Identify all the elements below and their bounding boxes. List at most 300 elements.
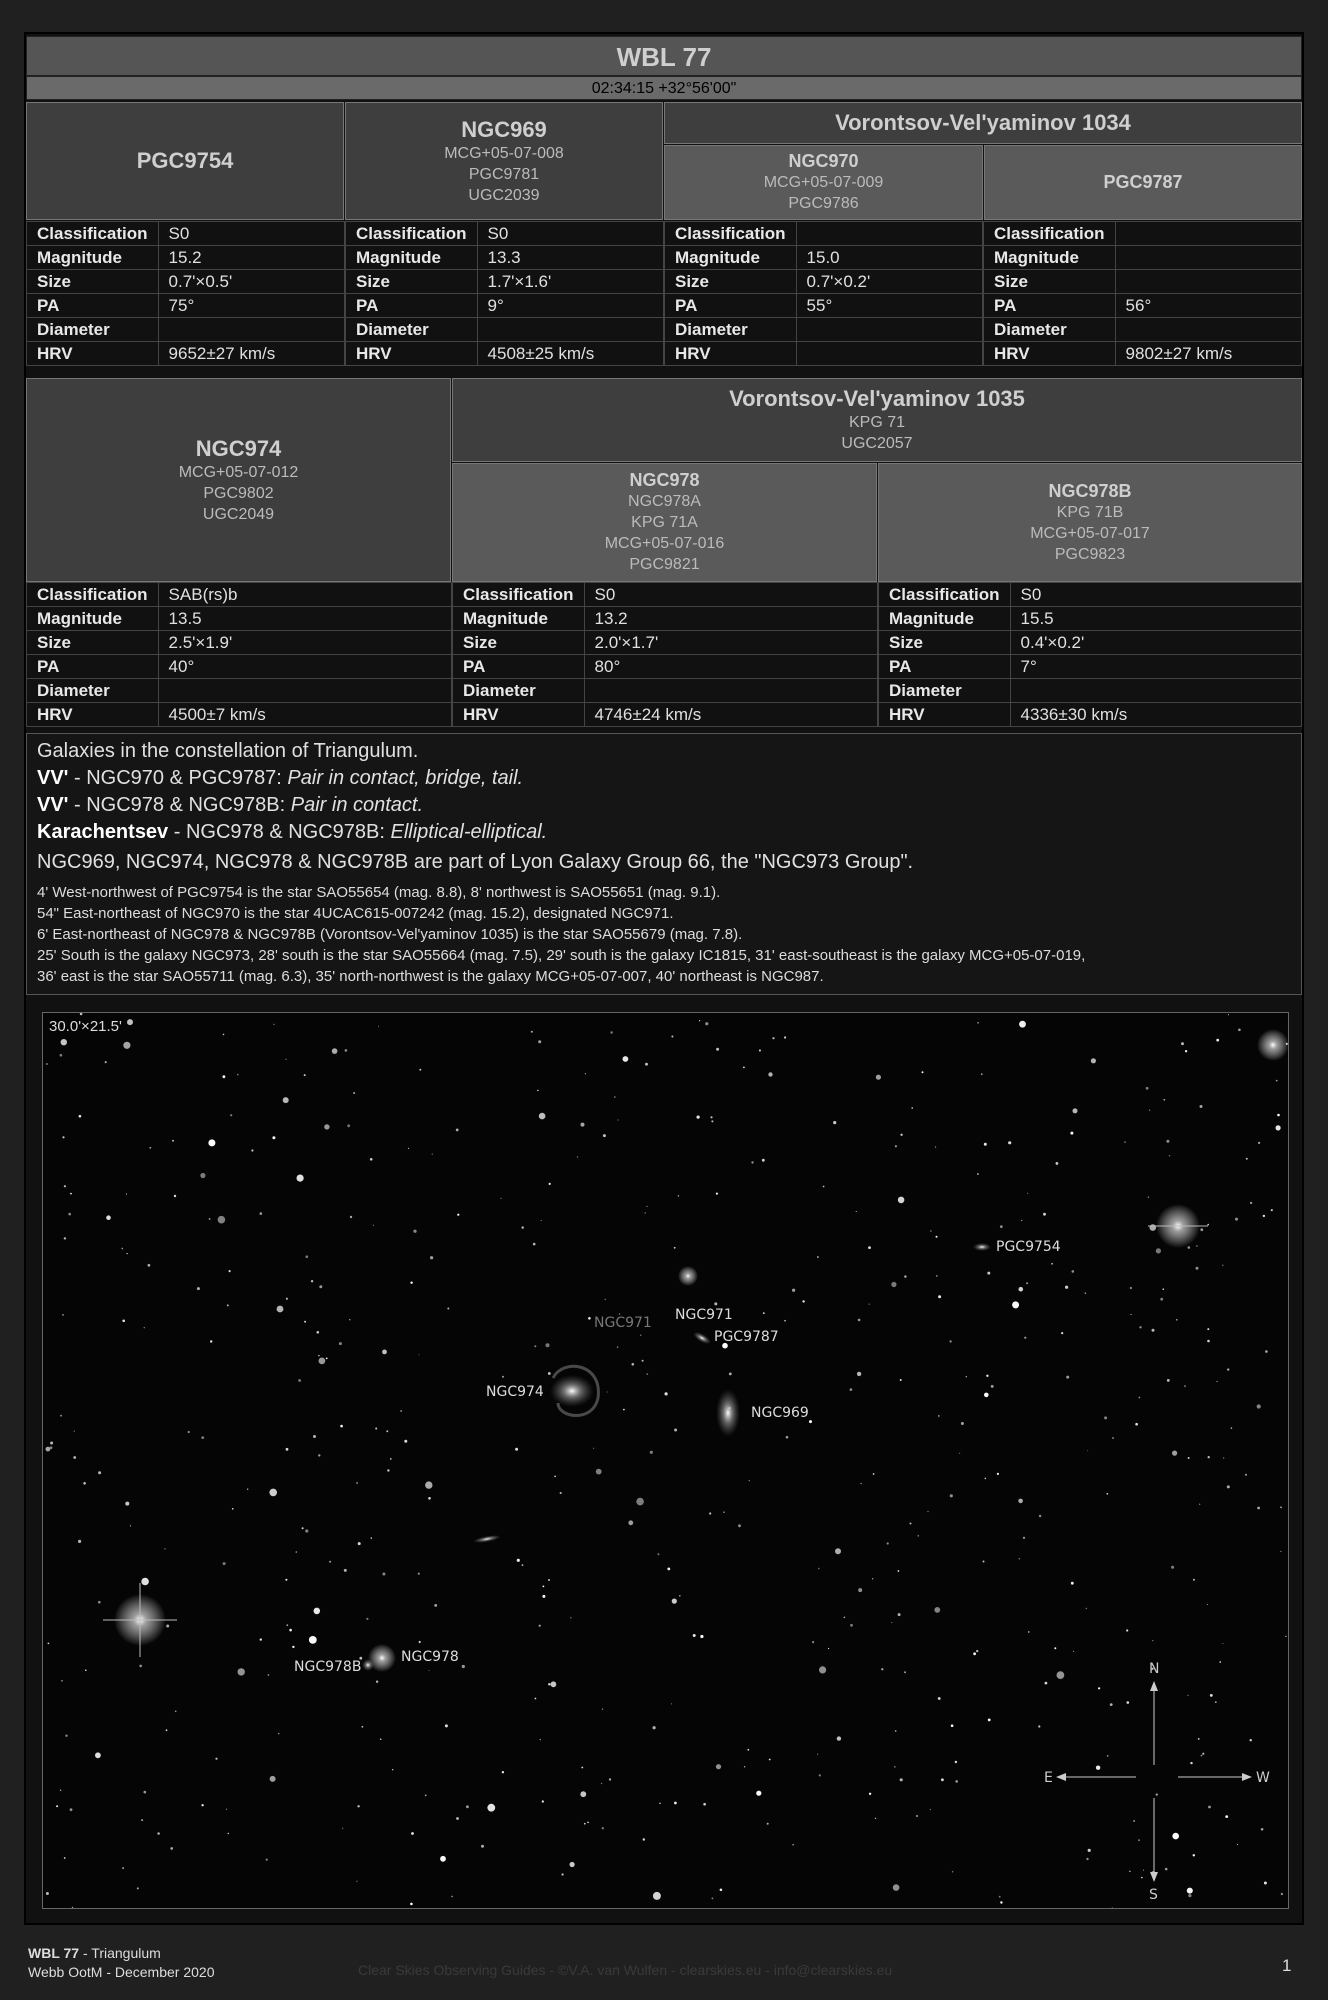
star <box>1091 1058 1096 1063</box>
galaxy-ngc969 <box>716 1389 740 1437</box>
label-ngc978: NGC978 <box>401 1649 459 1665</box>
note-star-2: 54" East-northeast of NGC970 is the star 4UCAC615-007242 (mag. 15.2), designated NGC971. <box>37 905 674 922</box>
prop-label: Magnitude <box>665 246 797 270</box>
prop-label: HRV <box>879 703 1011 727</box>
star <box>1257 1404 1261 1408</box>
star <box>358 1542 361 1545</box>
prop-row <box>453 631 878 655</box>
star <box>305 1529 308 1532</box>
star <box>548 1579 550 1581</box>
galaxy-name: PGC9754 <box>136 148 234 173</box>
prop-label: Classification <box>665 222 797 246</box>
star <box>560 1492 562 1494</box>
prop-value: 13.5 <box>158 607 451 631</box>
prop-row <box>27 342 345 366</box>
star <box>122 1867 124 1869</box>
star <box>430 1256 433 1259</box>
star <box>819 1666 826 1673</box>
star <box>587 1822 589 1824</box>
star <box>410 1903 413 1906</box>
star <box>1167 1379 1170 1382</box>
star <box>1172 1451 1177 1456</box>
star <box>580 1791 586 1797</box>
star <box>1188 1894 1191 1897</box>
star <box>1141 1877 1142 1878</box>
star <box>531 1031 533 1033</box>
star <box>70 1808 73 1811</box>
star <box>671 1703 672 1704</box>
star <box>339 1342 342 1345</box>
star <box>1070 1132 1073 1135</box>
star <box>1056 1162 1059 1165</box>
prop-value: 4508±25 km/s <box>477 342 663 366</box>
star <box>678 1195 679 1196</box>
star <box>900 1134 902 1136</box>
prop-value: 15.5 <box>1010 607 1301 631</box>
prop-label: Diameter <box>665 318 797 342</box>
star <box>127 1019 133 1025</box>
star <box>711 1120 713 1122</box>
star <box>983 1561 985 1563</box>
star <box>1165 1868 1168 1871</box>
star <box>1043 1213 1046 1216</box>
prop-label: Diameter <box>27 318 159 342</box>
star <box>1200 1105 1203 1108</box>
star <box>533 1243 536 1246</box>
prop-row <box>27 294 345 318</box>
prop-row <box>665 270 983 294</box>
prop-row <box>27 246 345 270</box>
star <box>1163 1288 1165 1290</box>
star <box>930 1230 932 1232</box>
star <box>386 1430 388 1432</box>
star <box>366 1618 368 1620</box>
star <box>200 1173 205 1178</box>
prop-value <box>1115 318 1301 342</box>
prop-row <box>27 270 345 294</box>
star <box>759 1049 761 1051</box>
star <box>413 1230 416 1233</box>
star <box>1196 1267 1199 1270</box>
star <box>166 1729 168 1731</box>
star <box>548 1683 550 1685</box>
star <box>144 1791 147 1794</box>
star <box>588 1317 591 1320</box>
prop-label: Size <box>984 270 1116 294</box>
prop-value: 9° <box>477 294 663 318</box>
star <box>1280 1506 1282 1508</box>
star <box>716 1048 719 1051</box>
star <box>419 1069 421 1071</box>
star <box>1169 1155 1170 1156</box>
prop-value <box>158 318 344 342</box>
star <box>703 1803 706 1806</box>
star <box>910 1523 912 1525</box>
galaxy-name: PGC9787 <box>1103 172 1183 192</box>
star <box>927 1511 928 1512</box>
star <box>269 1489 277 1497</box>
star <box>784 1320 786 1322</box>
star <box>1171 1566 1174 1569</box>
prop-label: Classification <box>453 583 585 607</box>
star <box>329 1561 331 1563</box>
star <box>1086 1858 1088 1860</box>
star <box>371 1537 372 1538</box>
star <box>869 1304 870 1305</box>
star <box>223 1075 226 1078</box>
star <box>541 1220 542 1221</box>
prop-label: HRV <box>27 342 159 366</box>
star <box>647 1373 649 1375</box>
prop-value: 2.0'×1.7' <box>584 631 877 655</box>
star <box>272 1136 275 1139</box>
prop-row <box>984 342 1302 366</box>
star <box>1228 1014 1229 1015</box>
prop-row <box>984 294 1302 318</box>
star <box>487 1804 495 1812</box>
star <box>411 1832 414 1835</box>
alias: NGC978A <box>628 493 701 510</box>
star <box>850 1388 853 1391</box>
alias: MCG+05-07-012 <box>178 463 299 481</box>
star <box>1000 1901 1002 1903</box>
prop-value: 1.7'×1.6' <box>477 270 663 294</box>
header-pgc9754 <box>26 102 344 220</box>
star <box>481 1845 484 1848</box>
star <box>344 1569 347 1572</box>
star <box>429 1670 430 1671</box>
star <box>729 1373 732 1376</box>
star <box>961 1422 964 1425</box>
star <box>210 1340 212 1342</box>
star <box>1028 1631 1029 1632</box>
prop-value: S0 <box>1010 583 1301 607</box>
star <box>273 1024 274 1025</box>
star <box>850 1624 853 1627</box>
alias: PGC9786 <box>788 195 859 212</box>
note-star-1: 4' West-northwest of PGC9754 is the star SAO55654 (mag. 8.8), 8' northwest is SAO55651 (mag. 9.1). <box>37 884 721 901</box>
star <box>895 1730 897 1732</box>
alias: UGC2039 <box>468 186 540 204</box>
star <box>875 1818 876 1819</box>
star <box>738 1524 741 1527</box>
star <box>1264 1882 1267 1885</box>
star <box>609 1778 611 1780</box>
star <box>1054 1647 1056 1649</box>
star <box>144 1327 145 1328</box>
star <box>986 1375 988 1377</box>
star <box>922 1071 924 1073</box>
header-pgc9787 <box>984 145 1302 220</box>
prop-label: Size <box>346 270 478 294</box>
star <box>62 1136 64 1138</box>
star <box>522 1226 524 1228</box>
star <box>1207 1340 1210 1343</box>
prop-row <box>665 222 983 246</box>
star <box>716 1764 721 1769</box>
prop-label: Classification <box>984 222 1116 246</box>
star <box>170 1847 173 1850</box>
prop-row <box>346 222 664 246</box>
star <box>1193 1579 1195 1581</box>
prop-row <box>879 655 1302 679</box>
alias: MCG+05-07-017 <box>1030 524 1150 542</box>
prop-value: 0.7'×0.2' <box>796 270 982 294</box>
star <box>985 1478 987 1480</box>
prop-value: 7° <box>1010 655 1301 679</box>
prop-label: Diameter <box>27 679 159 703</box>
star <box>1038 1725 1040 1727</box>
star <box>64 1185 66 1187</box>
star <box>642 1360 644 1362</box>
alias: UGC2049 <box>202 505 275 523</box>
star <box>605 1299 606 1300</box>
prop-value: 9652±27 km/s <box>158 342 344 366</box>
star <box>538 1040 541 1043</box>
star <box>1126 1629 1128 1631</box>
star <box>941 1778 944 1781</box>
star <box>356 1482 358 1484</box>
star <box>419 1354 420 1355</box>
star <box>1139 1326 1141 1328</box>
star <box>230 1114 232 1116</box>
star <box>298 1379 301 1382</box>
star <box>174 1195 176 1197</box>
star <box>425 1481 432 1488</box>
note-vv-2: VV' - NGC978 & NGC978B: Pair in contact. <box>37 794 424 816</box>
star <box>324 1124 329 1129</box>
star <box>674 1429 677 1432</box>
star <box>894 1766 895 1767</box>
star <box>419 1641 421 1643</box>
prop-label: Magnitude <box>453 607 585 631</box>
prop-value: 4746±24 km/s <box>584 703 877 727</box>
prop-row <box>346 318 664 342</box>
star <box>1219 1661 1221 1663</box>
star <box>432 1154 433 1155</box>
star <box>674 1247 676 1249</box>
star <box>844 1617 846 1619</box>
star <box>1257 1507 1260 1510</box>
star <box>714 1302 717 1305</box>
label-pgc9754: PGC9754 <box>996 1239 1061 1255</box>
star <box>1160 1298 1163 1301</box>
prop-value: SAB(rs)b <box>158 583 451 607</box>
star <box>1196 1245 1197 1246</box>
star <box>997 1473 999 1475</box>
star <box>1130 1287 1132 1289</box>
star <box>172 1140 174 1142</box>
fov-label: 30.0'×21.5' <box>49 1018 122 1035</box>
star <box>382 1573 385 1576</box>
galaxy-name: NGC969 <box>461 116 547 142</box>
header-vv1034 <box>664 102 1302 144</box>
star <box>535 1698 537 1700</box>
prop-label: HRV <box>984 342 1116 366</box>
star <box>1235 1218 1238 1221</box>
star <box>900 1379 902 1381</box>
star <box>904 1275 906 1277</box>
prop-value: 0.4'×0.2' <box>1010 631 1301 655</box>
star <box>378 1026 379 1027</box>
star <box>674 1802 677 1805</box>
star <box>744 1766 745 1767</box>
star <box>1139 1397 1141 1399</box>
star <box>74 1431 75 1432</box>
star <box>46 1447 51 1452</box>
prop-row <box>27 222 345 246</box>
star <box>141 1578 149 1586</box>
star <box>1225 1815 1228 1818</box>
sky-image-svg <box>43 1013 1288 1908</box>
star <box>756 1791 761 1796</box>
star <box>1261 1828 1264 1831</box>
star <box>593 1448 594 1449</box>
star <box>772 1037 774 1039</box>
star <box>1143 1870 1144 1871</box>
star <box>1098 1687 1100 1689</box>
star <box>232 1508 234 1510</box>
star <box>1227 1485 1230 1488</box>
star <box>823 1186 825 1188</box>
star <box>570 1617 571 1618</box>
star <box>1238 1029 1241 1032</box>
star <box>643 1838 645 1840</box>
star <box>404 1440 407 1443</box>
alias: MCG+05-07-008 <box>444 144 564 162</box>
star <box>671 1036 673 1038</box>
star <box>1131 1314 1132 1315</box>
prop-row <box>346 246 664 270</box>
star <box>667 1568 670 1571</box>
star <box>542 1595 545 1598</box>
star <box>356 1881 357 1882</box>
star <box>950 1494 953 1497</box>
star <box>828 1648 829 1649</box>
page-title: WBL 77 <box>26 36 1302 76</box>
star <box>904 1671 906 1673</box>
header-ngc978 <box>452 463 877 582</box>
star <box>83 1482 86 1485</box>
alias: UGC2057 <box>841 435 913 452</box>
star <box>898 1570 900 1572</box>
star <box>699 1020 700 1021</box>
star <box>1271 1209 1273 1211</box>
prop-label: HRV <box>665 342 797 366</box>
star <box>543 1586 545 1588</box>
prop-value: 0.7'×0.5' <box>158 270 344 294</box>
star <box>991 1385 994 1388</box>
star <box>1073 1108 1078 1113</box>
star <box>380 1738 382 1740</box>
star <box>318 1454 320 1456</box>
prop-row <box>879 631 1302 655</box>
star <box>895 1145 897 1147</box>
star <box>447 1308 449 1310</box>
star <box>375 1428 377 1430</box>
star <box>809 1420 812 1423</box>
star <box>79 1115 82 1118</box>
star <box>934 1607 940 1613</box>
star <box>309 1636 317 1644</box>
star <box>148 1264 151 1267</box>
prop-row <box>346 342 664 366</box>
star <box>693 1634 696 1637</box>
star <box>762 1159 765 1162</box>
alias: MCG+05-07-016 <box>604 535 725 552</box>
sky-image <box>42 1012 1289 1909</box>
star <box>502 1376 504 1378</box>
star <box>247 1489 248 1490</box>
star <box>617 1346 619 1348</box>
star <box>1281 1893 1283 1895</box>
prop-row <box>984 222 1302 246</box>
star <box>1227 1368 1229 1370</box>
star <box>1163 1099 1165 1101</box>
star <box>581 1767 583 1769</box>
note-vv-1: VV' - NGC970 & PGC9787: Pair in contact, bridge, tail. <box>37 767 524 789</box>
star <box>861 1483 862 1484</box>
star <box>716 1193 718 1195</box>
star <box>898 1197 905 1204</box>
star <box>164 1548 165 1549</box>
star <box>1018 1499 1023 1504</box>
alias: KPG 71A <box>631 514 698 531</box>
star <box>46 1063 48 1065</box>
star <box>607 1392 608 1393</box>
prop-value: 80° <box>584 655 877 679</box>
group-name: Vorontsov-Vel'yaminov 1035 <box>729 386 1025 411</box>
star <box>1246 1158 1248 1160</box>
prop-value: 40° <box>158 655 451 679</box>
star <box>539 1113 546 1120</box>
star <box>949 1340 951 1342</box>
star <box>226 1809 227 1810</box>
prop-label: Classification <box>346 222 478 246</box>
star <box>65 1735 67 1737</box>
star <box>936 1236 938 1238</box>
star <box>345 1049 348 1052</box>
prop-label: PA <box>27 655 159 679</box>
prop-row <box>665 294 983 318</box>
star <box>64 1857 66 1859</box>
star <box>208 1139 215 1146</box>
prop-label: Diameter <box>984 318 1116 342</box>
prop-value <box>1010 679 1301 703</box>
star <box>1187 1888 1193 1894</box>
prop-label: Size <box>665 270 797 294</box>
star <box>898 1613 901 1616</box>
star <box>149 1147 151 1149</box>
prop-label: HRV <box>346 342 478 366</box>
prop-value: 4500±7 km/s <box>158 703 451 727</box>
footer-credit: Clear Skies Observing Guides - ©V.A. van Wulfen - clearskies.eu - info@clearskies.eu <box>358 1962 893 1978</box>
star <box>1000 1225 1003 1228</box>
star <box>869 1793 871 1795</box>
star <box>1065 1286 1068 1289</box>
star <box>61 1680 63 1682</box>
star <box>1217 1381 1218 1382</box>
star <box>201 1804 203 1806</box>
star <box>720 1889 723 1892</box>
star <box>1019 1287 1024 1292</box>
prop-value: 15.0 <box>796 246 982 270</box>
star <box>657 1553 659 1555</box>
star <box>918 1535 920 1537</box>
prop-value: 75° <box>158 294 344 318</box>
alias: PGC9823 <box>1054 545 1126 563</box>
star <box>1156 1248 1161 1253</box>
